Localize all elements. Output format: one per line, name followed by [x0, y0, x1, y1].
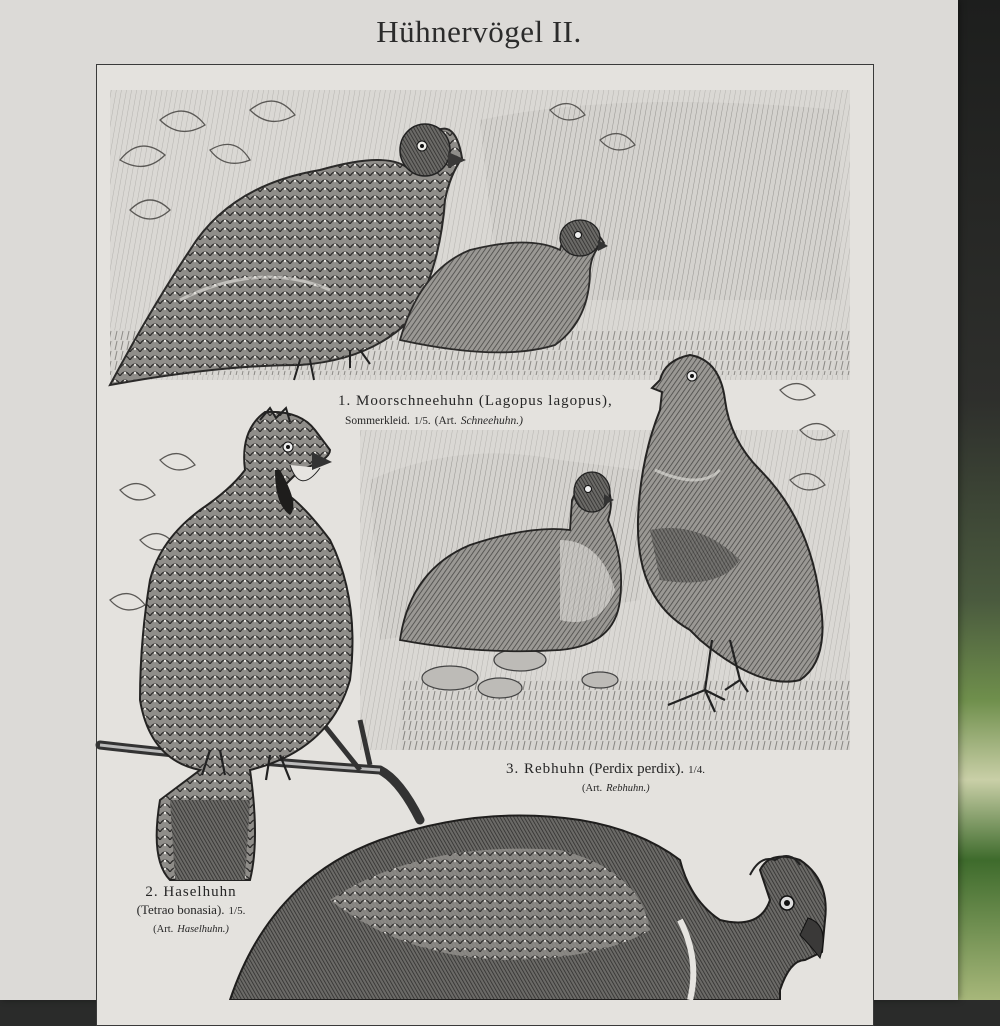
figure-2-scale: 1/5.	[228, 905, 246, 917]
figure-1-ref-name: Schneehuhn.)	[460, 415, 523, 427]
figure-3-latin: (Perdix perdix).	[589, 761, 685, 777]
caption-figure-3	[506, 760, 705, 778]
figure-2-ref-prefix: (Art.	[153, 924, 174, 935]
lower-bird	[230, 816, 826, 1001]
figure-2-name: 2. Haselhuhn	[145, 884, 237, 900]
figure-3-name: 3. Rebhuhn	[506, 761, 586, 777]
figure-1-scale: 1/5.	[413, 415, 431, 427]
figure-1-detail: Sommerkleid.	[345, 415, 410, 427]
caption-figure-3-sub	[582, 778, 650, 796]
figure-3-scale: 1/4.	[688, 764, 705, 776]
figure-1-name: 1. Moorschneehuhn	[338, 393, 475, 409]
figure-2-latin: (Tetrao bonasia).	[136, 902, 225, 917]
caption-figure-1-sub	[345, 411, 523, 429]
caption-figure-2	[116, 884, 266, 937]
figure-1-latin: (Lagopus lagopus),	[478, 393, 613, 409]
figure-3-ref-prefix: (Art.	[582, 783, 603, 794]
figure-3-ref-name: Rebhuhn.)	[606, 783, 650, 794]
figure-1-ref-prefix: (Art.	[434, 415, 457, 427]
figure-2-ref-name: Haselhuhn.)	[177, 924, 229, 935]
page-title: Hühnervögel II.	[376, 14, 582, 49]
caption-figure-1	[338, 393, 613, 410]
